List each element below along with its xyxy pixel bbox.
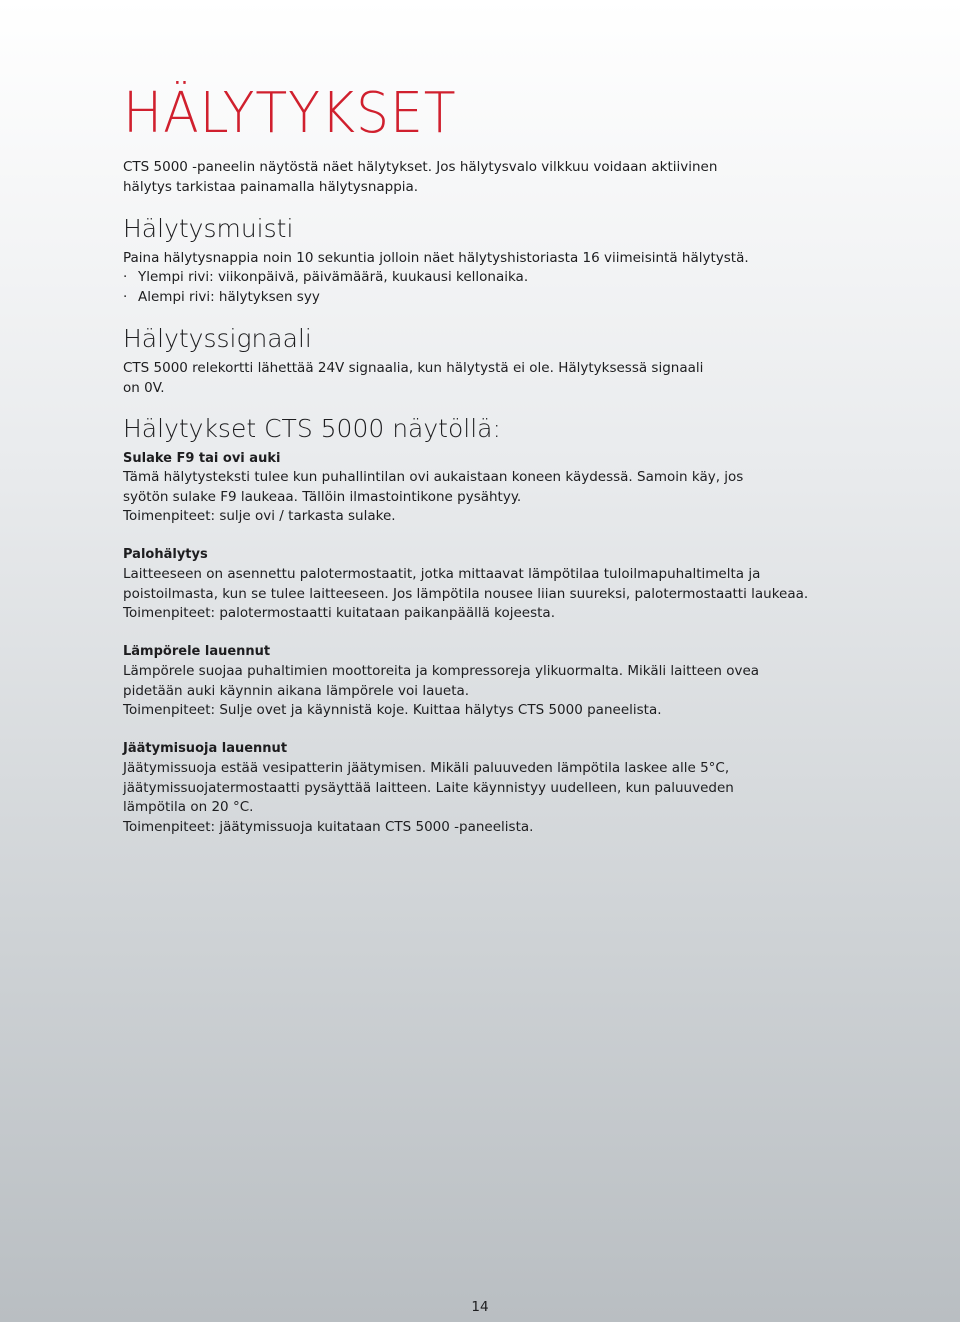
memory-bullet — [123, 288, 320, 308]
alarm-description — [123, 565, 843, 624]
alarm-title: Sulake F9 tai ovi auki — [123, 451, 281, 466]
display-heading: Hälytykset CTS 5000 näytöllä: — [123, 414, 501, 443]
alarm-line: pidetään auki käynnin aikana lämpörele voi laueta. — [123, 682, 470, 699]
intro-line: hälytys tarkistaa painamalla hälytysnappia. — [123, 178, 419, 195]
alarm-title: Lämpörele lauennut — [123, 644, 271, 659]
page-title: HÄLYTYKSET — [123, 81, 457, 146]
bullet-dot-icon: · — [123, 289, 128, 305]
alarm-line: lämpötila on 20 °C. — [123, 799, 254, 815]
memory-bullet-text: Ylempi rivi: viikonpäivä, päivämäärä, kuukausi kellonaika. — [138, 269, 529, 285]
alarm-description — [123, 468, 843, 527]
alarm-line: syötön sulake F9 laukeaa. Tällöin ilmastointikone pysähtyy. — [123, 488, 522, 505]
alarm-line: poistoilmasta, kun se tulee laitteeseen. Jos lämpötila nousee liian suureksi, palotermostaatti laukeaa. — [123, 585, 809, 602]
alarm-line: Jäätymissuoja estää vesipatterin jäätymisen. Mikäli paluuveden lämpötila laskee alle 5°C, — [123, 760, 730, 776]
alarm-line: Toimenpiteet: jäätymissuoja kuitataan CTS 5000 -paneelista. — [123, 818, 534, 835]
memory-text: Paina hälytysnappia noin 10 sekuntia jolloin näet hälytyshistoriasta 16 viimeisintä hälytystä. — [123, 250, 749, 266]
memory-bullet — [123, 268, 528, 288]
signal-line: CTS 5000 relekortti lähettää 24V signaalia, kun hälytystä ei ole. Hälytyksessä signaali — [123, 360, 704, 376]
alarm-line: Laitteeseen on asennettu palotermostaatit, jotka mittaavat lämpötilaa tuloilmapuhaltimelta ja — [123, 566, 761, 582]
alarm-line: jäätymissuojatermostaatti pysäyttää laitteen. Laite käynnistyy uudelleen, kun paluuveden — [123, 779, 734, 796]
alarm-description — [123, 662, 843, 721]
alarm-line: Toimenpiteet: palotermostaatti kuitataan paikanpäällä kojeesta. — [123, 605, 555, 621]
bullet-dot-icon: · — [123, 269, 128, 285]
intro-paragraph — [123, 158, 843, 197]
alarm-title: Palohälytys — [123, 547, 208, 562]
alarm-line: Toimenpiteet: sulje ovi / tarkasta sulake. — [123, 508, 396, 524]
alarm-line: Tämä hälytysteksti tulee kun puhallintilan ovi aukaistaan koneen käydessä. Samoin käy, jos — [123, 469, 744, 485]
alarm-line: Lämpörele suojaa puhaltimien moottoreita ja kompressoreja ylikuormalta. Mikäli laitteen ovea — [123, 663, 760, 679]
memory-bullet-text: Alempi rivi: hälytyksen syy — [138, 289, 320, 305]
alarm-line: Toimenpiteet: Sulje ovet ja käynnistä koje. Kuittaa hälytys CTS 5000 paneelista. — [123, 702, 662, 718]
signal-paragraph — [123, 359, 843, 398]
alarm-title: Jäätymisuoja lauennut — [123, 741, 288, 756]
alarm-description — [123, 759, 843, 837]
signal-heading: Hälytyssignaali — [123, 324, 312, 353]
intro-line: CTS 5000 -paneelin näytöstä näet hälytykset. Jos hälytysvalo vilkkuu voidaan aktiivinen — [123, 159, 718, 175]
signal-line: on 0V. — [123, 379, 165, 396]
page-number: 14 — [471, 1299, 489, 1315]
memory-heading: Hälytysmuisti — [123, 214, 294, 243]
